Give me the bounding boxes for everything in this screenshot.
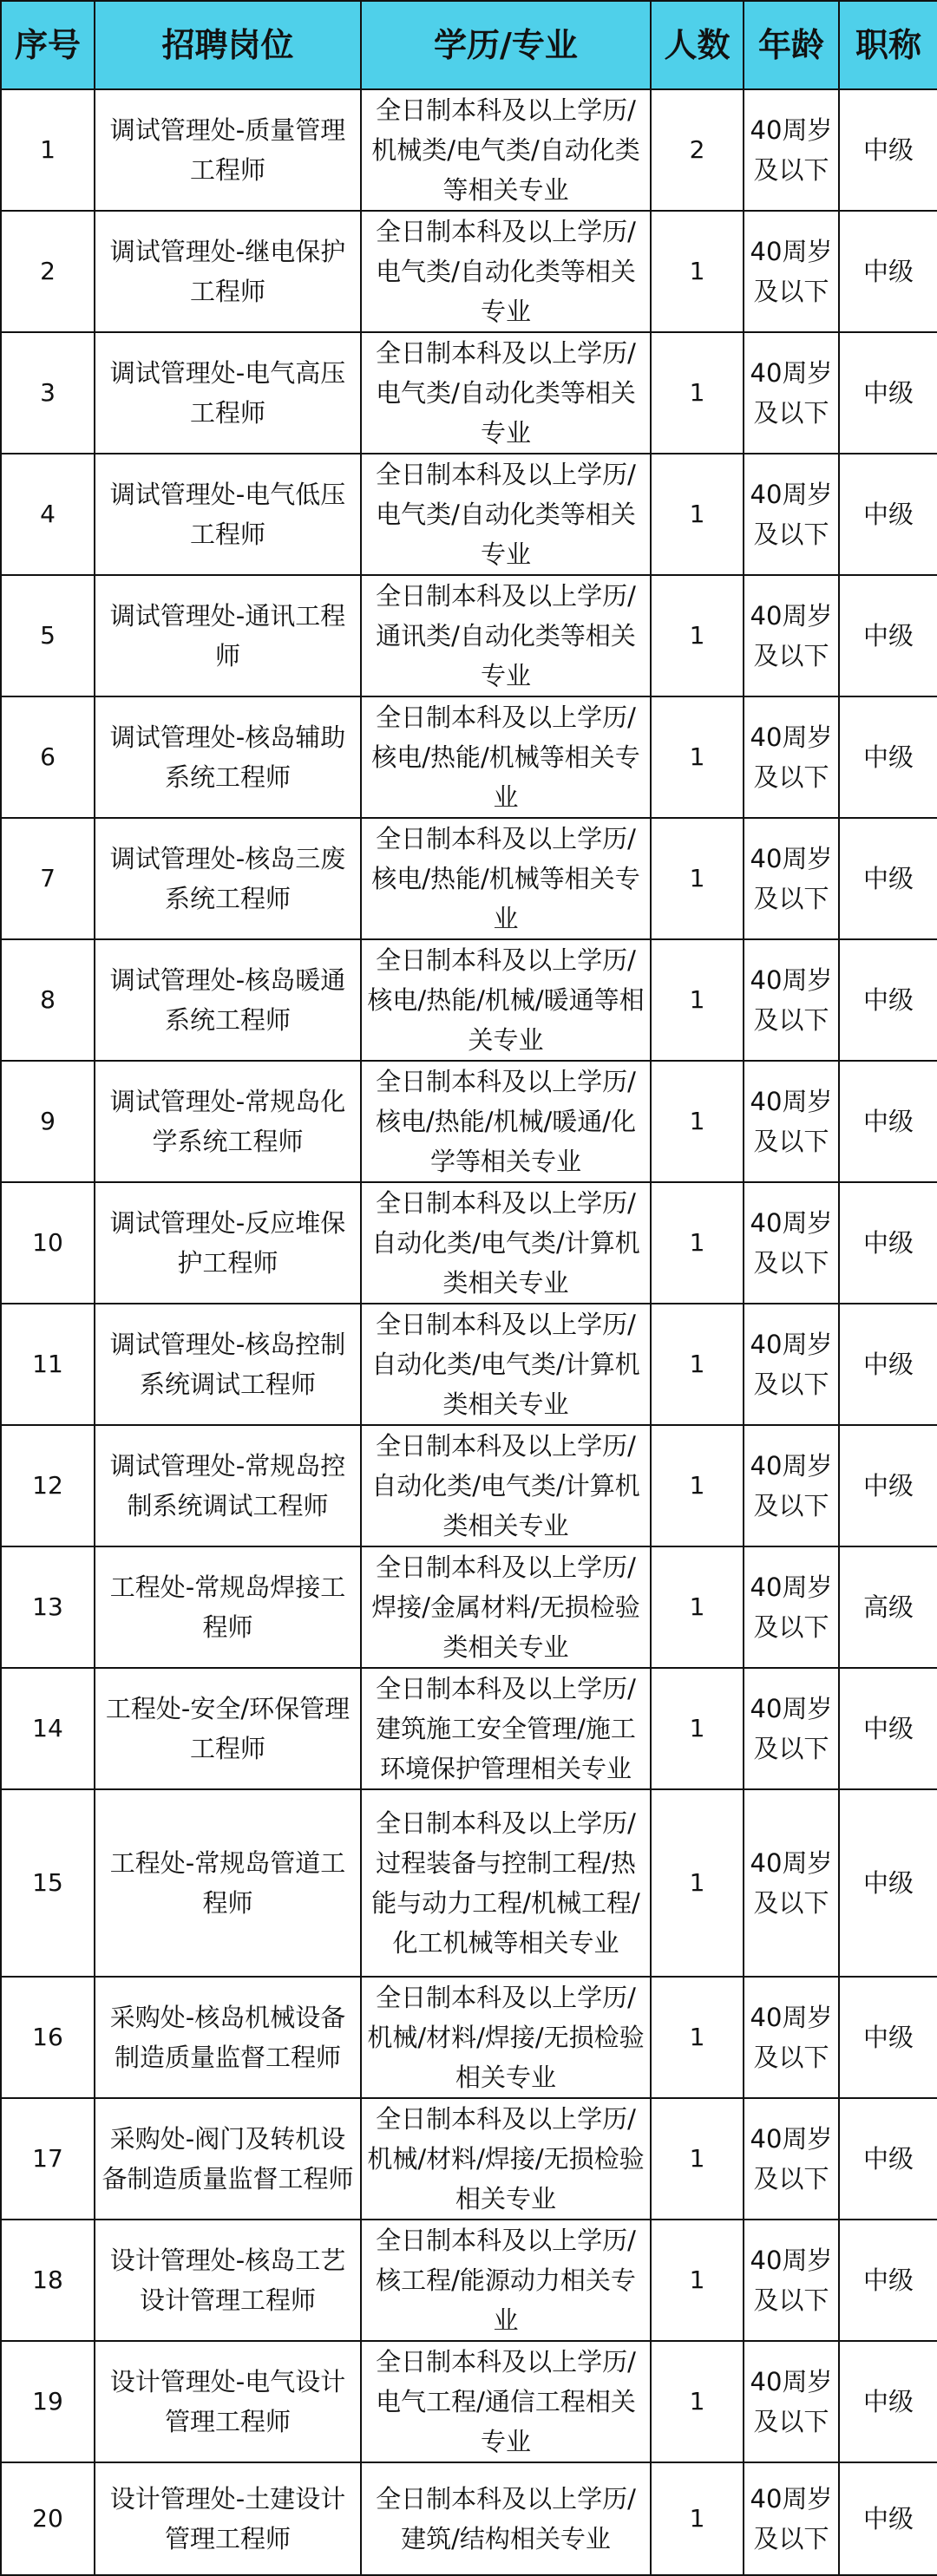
table-row	[1, 1977, 937, 2098]
age-cell: 40周岁及以下	[744, 211, 839, 332]
count-cell: 1	[651, 696, 744, 818]
title-cell: 中级	[839, 1668, 937, 1789]
title-cell: 中级	[839, 2462, 937, 2575]
header-age: 年龄	[744, 1, 839, 89]
row-index: 5	[1, 575, 95, 696]
age-cell: 40周岁及以下	[744, 332, 839, 454]
table-row	[1, 1789, 937, 1977]
position-cell: 调试管理处-核岛暖通系统工程师	[95, 939, 361, 1061]
title-cell: 中级	[839, 1304, 937, 1425]
row-index: 12	[1, 1425, 95, 1546]
count-cell: 1	[651, 1061, 744, 1182]
count-cell: 1	[651, 818, 744, 939]
position-cell: 调试管理处-常规岛化学系统工程师	[95, 1061, 361, 1182]
position-cell: 设计管理处-电气设计管理工程师	[95, 2341, 361, 2462]
title-cell: 中级	[839, 818, 937, 939]
row-index: 9	[1, 1061, 95, 1182]
title-cell: 中级	[839, 2341, 937, 2462]
education-cell: 全日制本科及以上学历/自动化类/电气类/计算机类相关专业	[361, 1304, 651, 1425]
age-cell: 40周岁及以下	[744, 1546, 839, 1668]
table-row	[1, 2220, 937, 2341]
age-cell: 40周岁及以下	[744, 2098, 839, 2220]
title-cell: 中级	[839, 211, 937, 332]
age-cell: 40周岁及以下	[744, 818, 839, 939]
title-cell: 中级	[839, 575, 937, 696]
table-row	[1, 1182, 937, 1304]
age-cell: 40周岁及以下	[744, 1789, 839, 1977]
education-cell: 全日制本科及以上学历/核工程/能源动力相关专业	[361, 2220, 651, 2341]
title-cell: 中级	[839, 2220, 937, 2341]
position-cell: 工程处-安全/环保管理工程师	[95, 1668, 361, 1789]
row-index: 7	[1, 818, 95, 939]
education-cell: 全日制本科及以上学历/建筑施工安全管理/施工环境保护管理相关专业	[361, 1668, 651, 1789]
education-cell: 全日制本科及以上学历/电气类/自动化类等相关专业	[361, 332, 651, 454]
table-row	[1, 332, 937, 454]
row-index: 2	[1, 211, 95, 332]
header-index: 序号	[1, 1, 95, 89]
count-cell: 1	[651, 575, 744, 696]
table-row	[1, 1425, 937, 1546]
position-cell: 调试管理处-核岛控制系统调试工程师	[95, 1304, 361, 1425]
position-cell: 调试管理处-继电保护工程师	[95, 211, 361, 332]
table-row	[1, 89, 937, 211]
row-index: 17	[1, 2098, 95, 2220]
education-cell: 全日制本科及以上学历/机械/材料/焊接/无损检验相关专业	[361, 1977, 651, 2098]
position-cell: 工程处-常规岛管道工程师	[95, 1789, 361, 1977]
position-cell: 采购处-核岛机械设备制造质量监督工程师	[95, 1977, 361, 2098]
title-cell: 中级	[839, 89, 937, 211]
education-cell: 全日制本科及以上学历/焊接/金属材料/无损检验类相关专业	[361, 1546, 651, 1668]
header-education: 学历/专业	[361, 1, 651, 89]
row-index: 8	[1, 939, 95, 1061]
count-cell: 1	[651, 2098, 744, 2220]
age-cell: 40周岁及以下	[744, 939, 839, 1061]
count-cell: 1	[651, 211, 744, 332]
row-index: 1	[1, 89, 95, 211]
count-cell: 1	[651, 2220, 744, 2341]
table-row	[1, 696, 937, 818]
row-index: 20	[1, 2462, 95, 2575]
age-cell: 40周岁及以下	[744, 1061, 839, 1182]
title-cell: 中级	[839, 1425, 937, 1546]
education-cell: 全日制本科及以上学历/电气工程/通信工程相关专业	[361, 2341, 651, 2462]
position-cell: 调试管理处-质量管理工程师	[95, 89, 361, 211]
position-cell: 调试管理处-核岛三废系统工程师	[95, 818, 361, 939]
age-cell: 40周岁及以下	[744, 2462, 839, 2575]
header-count: 人数	[651, 1, 744, 89]
header-position: 招聘岗位	[95, 1, 361, 89]
age-cell: 40周岁及以下	[744, 2220, 839, 2341]
position-cell: 调试管理处-常规岛控制系统调试工程师	[95, 1425, 361, 1546]
header-row	[1, 1, 937, 89]
table-row	[1, 211, 937, 332]
title-cell: 中级	[839, 1061, 937, 1182]
row-index: 13	[1, 1546, 95, 1668]
education-cell: 全日制本科及以上学历/核电/热能/机械/暖通等相关专业	[361, 939, 651, 1061]
count-cell: 1	[651, 1304, 744, 1425]
count-cell: 1	[651, 1182, 744, 1304]
title-cell: 中级	[839, 1789, 937, 1977]
age-cell: 40周岁及以下	[744, 575, 839, 696]
row-index: 15	[1, 1789, 95, 1977]
table-row	[1, 2098, 937, 2220]
age-cell: 40周岁及以下	[744, 2341, 839, 2462]
education-cell: 全日制本科及以上学历/核电/热能/机械等相关专业	[361, 696, 651, 818]
count-cell: 1	[651, 2341, 744, 2462]
education-cell: 全日制本科及以上学历/核电/热能/机械等相关专业	[361, 818, 651, 939]
table-row	[1, 1546, 937, 1668]
table-row	[1, 454, 937, 575]
title-cell: 中级	[839, 332, 937, 454]
position-cell: 调试管理处-反应堆保护工程师	[95, 1182, 361, 1304]
table-row	[1, 2462, 937, 2575]
education-cell: 全日制本科及以上学历/机械/材料/焊接/无损检验相关专业	[361, 2098, 651, 2220]
count-cell: 1	[651, 1546, 744, 1668]
table-row	[1, 818, 937, 939]
education-cell: 全日制本科及以上学历/自动化类/电气类/计算机类相关专业	[361, 1425, 651, 1546]
title-cell: 中级	[839, 1182, 937, 1304]
row-index: 3	[1, 332, 95, 454]
age-cell: 40周岁及以下	[744, 1425, 839, 1546]
row-index: 18	[1, 2220, 95, 2341]
count-cell: 1	[651, 332, 744, 454]
position-cell: 工程处-常规岛焊接工程师	[95, 1546, 361, 1668]
position-cell: 调试管理处-通讯工程师	[95, 575, 361, 696]
education-cell: 全日制本科及以上学历/电气类/自动化类等相关专业	[361, 211, 651, 332]
table-row	[1, 1304, 937, 1425]
count-cell: 1	[651, 454, 744, 575]
row-index: 4	[1, 454, 95, 575]
education-cell: 全日制本科及以上学历/电气类/自动化类等相关专业	[361, 454, 651, 575]
education-cell: 全日制本科及以上学历/过程装备与控制工程/热能与动力工程/机械工程/化工机械等相关专业	[361, 1789, 651, 1977]
position-cell: 设计管理处-土建设计管理工程师	[95, 2462, 361, 2575]
education-cell: 全日制本科及以上学历/自动化类/电气类/计算机类相关专业	[361, 1182, 651, 1304]
position-cell: 设计管理处-核岛工艺设计管理工程师	[95, 2220, 361, 2341]
count-cell: 1	[651, 1668, 744, 1789]
count-cell: 1	[651, 1789, 744, 1977]
row-index: 19	[1, 2341, 95, 2462]
row-index: 11	[1, 1304, 95, 1425]
table-row	[1, 1668, 937, 1789]
table-row	[1, 939, 937, 1061]
age-cell: 40周岁及以下	[744, 696, 839, 818]
row-index: 16	[1, 1977, 95, 2098]
title-cell: 中级	[839, 696, 937, 818]
title-cell: 中级	[839, 454, 937, 575]
age-cell: 40周岁及以下	[744, 1668, 839, 1789]
age-cell: 40周岁及以下	[744, 454, 839, 575]
education-cell: 全日制本科及以上学历/核电/热能/机械/暖通/化学等相关专业	[361, 1061, 651, 1182]
count-cell: 2	[651, 89, 744, 211]
position-cell: 调试管理处-电气低压工程师	[95, 454, 361, 575]
education-cell: 全日制本科及以上学历/建筑/结构相关专业	[361, 2462, 651, 2575]
row-index: 10	[1, 1182, 95, 1304]
position-cell: 调试管理处-电气高压工程师	[95, 332, 361, 454]
age-cell: 40周岁及以下	[744, 1182, 839, 1304]
table-row	[1, 2341, 937, 2462]
position-cell: 采购处-阀门及转机设备制造质量监督工程师	[95, 2098, 361, 2220]
count-cell: 1	[651, 1977, 744, 2098]
title-cell: 中级	[839, 1977, 937, 2098]
row-index: 6	[1, 696, 95, 818]
education-cell: 全日制本科及以上学历/通讯类/自动化类等相关专业	[361, 575, 651, 696]
count-cell: 1	[651, 939, 744, 1061]
position-cell: 调试管理处-核岛辅助系统工程师	[95, 696, 361, 818]
age-cell: 40周岁及以下	[744, 89, 839, 211]
row-index: 14	[1, 1668, 95, 1789]
age-cell: 40周岁及以下	[744, 1304, 839, 1425]
header-title: 职称	[839, 1, 937, 89]
table-row	[1, 575, 937, 696]
table-row	[1, 1061, 937, 1182]
age-cell: 40周岁及以下	[744, 1977, 839, 2098]
education-cell: 全日制本科及以上学历/机械类/电气类/自动化类等相关专业	[361, 89, 651, 211]
title-cell: 中级	[839, 939, 937, 1061]
count-cell: 1	[651, 1425, 744, 1546]
title-cell: 中级	[839, 2098, 937, 2220]
title-cell: 高级	[839, 1546, 937, 1668]
count-cell: 1	[651, 2462, 744, 2575]
